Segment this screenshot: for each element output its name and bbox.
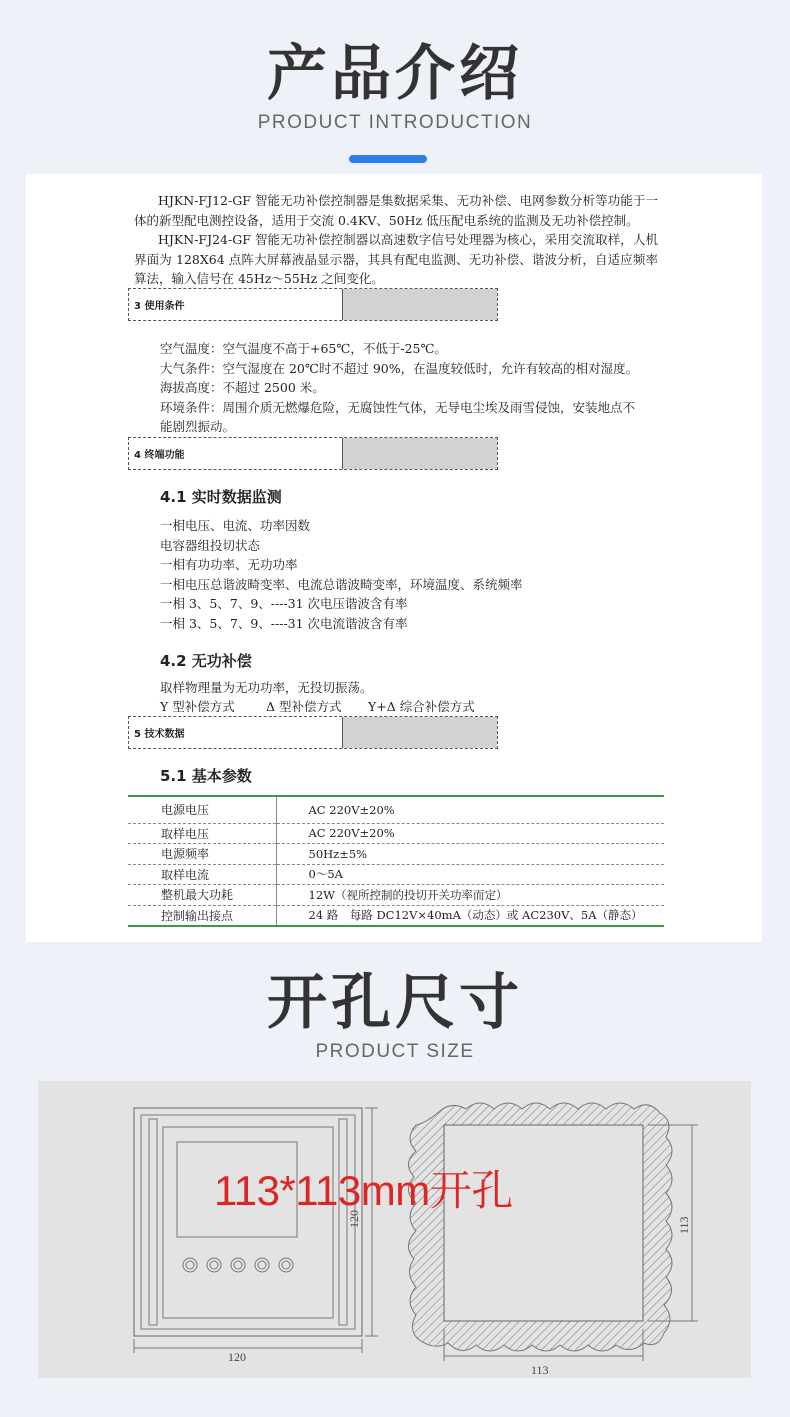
description-paragraph-2: HJKN-FJ24-GF 智能无功补偿控制器以高速数字信号处理器为核心，采用交流取样，人机界面为 128X64 点阵大屏幕液晶显示器，其具有配电监测、无功补偿、谐波分析，自适应频率算法，输入信号在 45Hz～55Hz 之间变化。 <box>134 232 658 286</box>
section-bar-5 <box>128 716 498 749</box>
table-row <box>128 905 664 926</box>
table-row <box>128 823 664 844</box>
size-subtitle: PRODUCT SIZE <box>315 1041 475 1062</box>
compensation-line: 取样物理量为无功功率，无投切振荡。 <box>160 680 373 695</box>
condition-line: 空气温度：空气温度不高于+65℃，不低于-25℃。 <box>160 341 447 356</box>
compensation-mode: Y+Δ 综合补偿方式 <box>368 699 475 714</box>
monitor-item: 一相电压总谐波畸变率、电流总谐波畸变率，环境温度、系统频率 <box>160 576 523 592</box>
intro-header <box>0 39 790 134</box>
monitor-item: 一相 3、5、7、9、----31 次电压谐波含有率 <box>160 596 408 611</box>
dimension-drawing-panel <box>38 1081 751 1378</box>
section-label-3: 3 使用条件 <box>134 301 185 312</box>
param-key: 控制输出接点 <box>128 905 276 926</box>
condition-line: 海拔高度：不超过 2500 米。 <box>160 380 325 395</box>
monitor-item: 一相 3、5、7、9、----31 次电流谐波含有率 <box>160 615 408 631</box>
intro-title: 产品介绍 <box>267 39 523 109</box>
dimension-drawing <box>38 1081 751 1378</box>
condition-line: 环境条件：周围介质无燃爆危险，无腐蚀性气体，无导电尘埃及雨雪侵蚀，安装地点不 <box>160 399 636 415</box>
param-key: 电源频率 <box>128 844 276 865</box>
section-label-4: 4 终端功能 <box>134 450 185 461</box>
front-width-label: 120 <box>228 1350 246 1364</box>
intro-subtitle: PRODUCT INTRODUCTION <box>257 112 533 133</box>
monitor-item: 一相有功功率、无功功率 <box>160 557 298 572</box>
table-row <box>128 864 664 885</box>
subsection-title-4-2: 4.2 无功补偿 <box>160 652 252 670</box>
param-key: 电源电压 <box>128 796 276 823</box>
param-value: AC 220V±20% <box>276 823 664 844</box>
table-row <box>128 844 664 865</box>
cutout-height-label: 113 <box>677 1216 691 1234</box>
size-title: 开孔尺寸 <box>267 968 523 1038</box>
param-value: AC 220V±20% <box>276 796 664 823</box>
condition-line: 大气条件：空气湿度在 20℃时不超过 90%，在温度较低时，允许有较高的相对湿度。 <box>160 360 639 376</box>
front-height-label: 120 <box>347 1210 361 1228</box>
size-header <box>0 968 790 1063</box>
parameter-table <box>128 795 664 927</box>
param-value: 50Hz±5% <box>276 844 664 865</box>
description-paragraph-1: HJKN-FJ12-GF 智能无功补偿控制器是集数据采集、无功补偿、电网参数分析等功能于一体的新型配电测控设备，适用于交流 0.4KV、50Hz 低压配电系统的监测及无功补偿控制。 <box>134 193 658 228</box>
param-value: 24 路 每路 DC12V×40mA（动态）或 AC230V、5A（静态） <box>276 905 664 926</box>
param-key: 整机最大功耗 <box>128 885 276 906</box>
section-bar-shade <box>342 438 497 469</box>
monitor-item: 电容器组投切状态 <box>160 537 261 553</box>
accent-bar <box>349 155 427 163</box>
section-bar-4 <box>128 437 498 470</box>
cutout-size-label: 113*113mm开孔 <box>214 1167 513 1214</box>
section-bar-3 <box>128 288 498 321</box>
param-key: 取样电流 <box>128 864 276 885</box>
monitor-item: 一相电压、电流、功率因数 <box>160 518 311 533</box>
cutout-view <box>408 1103 698 1361</box>
section-bar-shade <box>342 289 497 320</box>
compensation-mode: Δ 型补偿方式 <box>266 699 342 714</box>
subsection-title-4-1: 4.1 实时数据监测 <box>160 488 282 506</box>
param-value: 12W（视所控制的投切开关功率而定） <box>276 885 664 906</box>
subsection-title-5-1: 5.1 基本参数 <box>160 767 252 785</box>
param-value: 0～5A <box>276 864 664 885</box>
condition-line: 能剧烈振动。 <box>160 419 236 434</box>
section-bar-shade <box>342 717 497 748</box>
table-row <box>128 885 664 906</box>
front-view <box>134 1108 378 1353</box>
section-label-5: 5 技术数据 <box>134 729 185 740</box>
compensation-mode: Y 型补偿方式 <box>160 699 235 714</box>
cutout-width-label: 113 <box>531 1363 549 1377</box>
param-key: 取样电压 <box>128 823 276 844</box>
table-row <box>128 796 664 823</box>
